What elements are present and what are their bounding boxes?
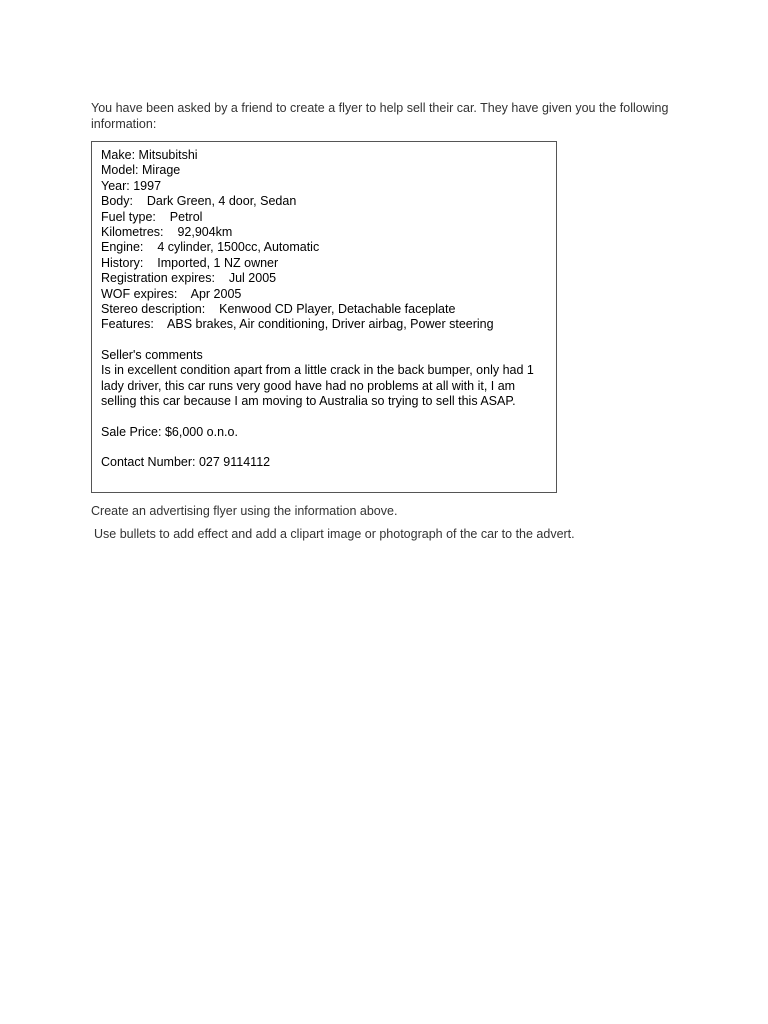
field-label: Kilometres: bbox=[101, 225, 164, 240]
field-value: Imported, 1 NZ owner bbox=[157, 255, 279, 270]
field-label: Stereo description: bbox=[101, 302, 206, 317]
contact-label: Contact Number: bbox=[101, 454, 196, 469]
contact-value: 027 9114112 bbox=[198, 454, 271, 469]
field-value: 1997 bbox=[133, 178, 162, 193]
field-wof-expires bbox=[101, 287, 547, 302]
field-features bbox=[101, 317, 547, 332]
instruction-use-bullets: Use bullets to add effect and add a clipart image or photograph of the car to the advert. bbox=[94, 527, 575, 541]
field-label: History: bbox=[101, 255, 144, 270]
field-fuel-type bbox=[101, 210, 547, 225]
field-model bbox=[101, 163, 547, 178]
sellers-comments-text: Is in excellent condition apart from a little crack in the back bumper, only had 1 lady driver, this car runs very good have had no problems at all with it, I am selling this car because I am moving to Australia so trying to sell this ASAP. bbox=[101, 363, 534, 409]
sale-price-label: Sale Price: bbox=[101, 424, 162, 439]
field-label: Body: bbox=[101, 194, 133, 209]
field-label: Model: bbox=[101, 163, 139, 178]
field-stereo-description bbox=[101, 302, 547, 317]
field-label: Make: bbox=[101, 148, 136, 162]
contact-number bbox=[101, 455, 547, 470]
field-value: Kenwood CD Player, Detachable faceplate bbox=[219, 302, 456, 317]
field-value: Apr 2005 bbox=[190, 286, 242, 301]
field-value: 4 cylinder, 1500cc, Automatic bbox=[157, 240, 320, 255]
car-info-box bbox=[91, 141, 557, 493]
field-registration-expires bbox=[101, 271, 547, 286]
field-label: Fuel type: bbox=[101, 209, 156, 224]
field-value: Mitsubitshi bbox=[138, 148, 198, 162]
field-value: Petrol bbox=[169, 209, 203, 224]
sale-price-value: $6,000 o.n.o. bbox=[164, 424, 238, 439]
field-value: Jul 2005 bbox=[228, 271, 277, 286]
sale-price bbox=[101, 425, 547, 440]
field-label: Registration expires: bbox=[101, 271, 215, 286]
field-engine bbox=[101, 240, 547, 255]
sellers-comments-heading: Seller's comments bbox=[101, 347, 203, 362]
field-label: Engine: bbox=[101, 240, 144, 255]
field-label: Features: bbox=[101, 317, 154, 332]
field-make bbox=[101, 148, 547, 163]
field-label: WOF expires: bbox=[101, 286, 178, 301]
field-value: 92,904km bbox=[177, 225, 233, 240]
field-label: Year: bbox=[101, 178, 130, 193]
intro-paragraph: You have been asked by a friend to create a flyer to help sell their car. They have given you the following information: bbox=[91, 101, 669, 131]
field-value: ABS brakes, Air conditioning, Driver airbag, Power steering bbox=[167, 317, 494, 332]
field-value: Dark Green, 4 door, Sedan bbox=[146, 194, 297, 209]
field-value: Mirage bbox=[142, 163, 181, 178]
field-year bbox=[101, 179, 547, 194]
field-history bbox=[101, 256, 547, 271]
instruction-create-flyer: Create an advertising flyer using the information above. bbox=[91, 504, 398, 518]
field-kilometres bbox=[101, 225, 547, 240]
field-body bbox=[101, 194, 547, 209]
